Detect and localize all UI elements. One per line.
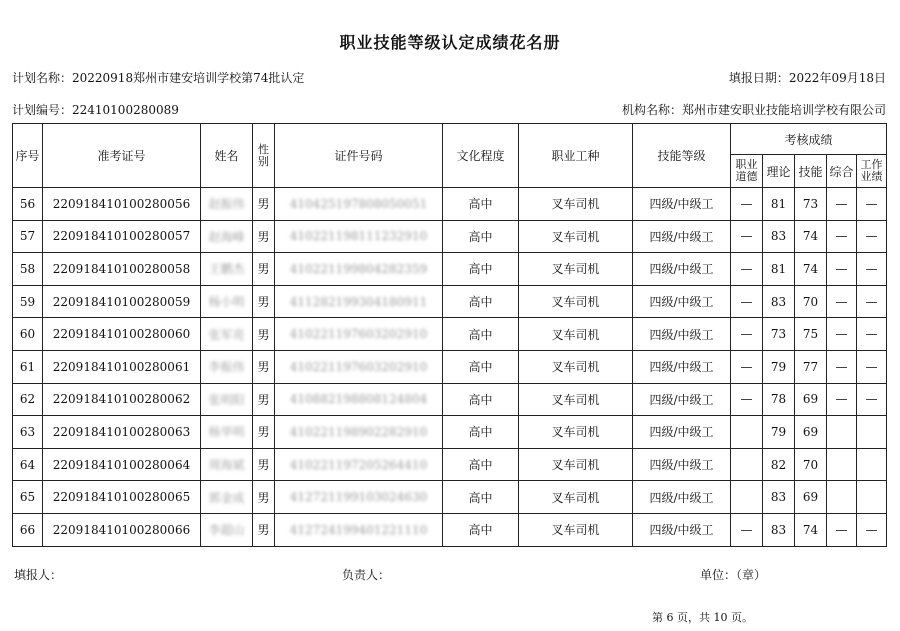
table-row xyxy=(13,285,887,318)
cell-job: 叉车司机 xyxy=(519,220,633,253)
cell-name xyxy=(201,285,253,318)
cell-skill: 75 xyxy=(795,318,827,351)
cell-id-number-value: 410221198902282910 xyxy=(289,424,428,439)
cell-name-value: 赵振伟 xyxy=(208,197,245,212)
header-exam-number: 准考证号 xyxy=(43,124,201,188)
cell-id-number xyxy=(275,513,443,546)
table-row xyxy=(13,350,887,383)
header-ethics: 职业道德 xyxy=(731,155,763,188)
cell-skill: 69 xyxy=(795,416,827,449)
page-title: 职业技能等级认定成绩花名册 xyxy=(339,33,561,52)
cell-level: 四级/中级工 xyxy=(633,513,731,546)
header-work: 工作业绩 xyxy=(857,155,887,188)
cell-overall xyxy=(827,448,857,481)
cell-name xyxy=(201,481,253,514)
header-job: 职业工种 xyxy=(519,124,633,188)
cell-job: 叉车司机 xyxy=(519,285,633,318)
table-row xyxy=(13,513,887,546)
cell-work: — xyxy=(857,318,887,351)
cell-skill: 77 xyxy=(795,350,827,383)
cell-id-number xyxy=(275,253,443,286)
cell-education: 高中 xyxy=(443,448,519,481)
responsible-label: 负责人： xyxy=(342,568,391,582)
cell-skill: 69 xyxy=(795,383,827,416)
cell-theory: 79 xyxy=(763,416,795,449)
cell-exam-number: 220918410100280058 xyxy=(43,253,201,286)
table-row xyxy=(13,318,887,351)
cell-education: 高中 xyxy=(443,481,519,514)
cell-name xyxy=(201,188,253,221)
cell-job: 叉车司机 xyxy=(519,448,633,481)
cell-job: 叉车司机 xyxy=(519,350,633,383)
plan-name: 计划名称：20220918郑州市建安培训学校第74批认定 xyxy=(12,71,305,85)
cell-name xyxy=(201,513,253,546)
org-name: 机构名称：郑州市建安职业技能培训学校有限公司 xyxy=(621,103,886,117)
reporter-label: 填报人： xyxy=(14,568,63,582)
cell-education: 高中 xyxy=(443,513,519,546)
cell-level: 四级/中级工 xyxy=(633,318,731,351)
cell-level: 四级/中级工 xyxy=(633,481,731,514)
table-row xyxy=(13,188,887,221)
cell-work: — xyxy=(857,350,887,383)
cell-id-number-value: 410221197205264410 xyxy=(289,457,428,472)
cell-exam-number: 220918410100280056 xyxy=(43,188,201,221)
cell-work: — xyxy=(857,383,887,416)
cell-job: 叉车司机 xyxy=(519,188,633,221)
cell-name xyxy=(201,416,253,449)
cell-theory: 73 xyxy=(763,318,795,351)
cell-job: 叉车司机 xyxy=(519,253,633,286)
header-skill: 技能 xyxy=(795,155,827,188)
cell-gender: 男 xyxy=(253,188,275,221)
cell-id-number-value: 412724199401221110 xyxy=(289,522,428,537)
cell-name xyxy=(201,448,253,481)
cell-id-number xyxy=(275,416,443,449)
cell-name-value: 李超山 xyxy=(208,523,245,538)
cell-id-number-value: 410425197808050051 xyxy=(289,196,428,211)
cell-work xyxy=(857,481,887,514)
cell-overall: — xyxy=(827,383,857,416)
cell-id-number xyxy=(275,220,443,253)
cell-name xyxy=(201,253,253,286)
cell-seq: 60 xyxy=(13,318,43,351)
table-row xyxy=(13,481,887,514)
cell-gender: 男 xyxy=(253,416,275,449)
cell-name xyxy=(201,350,253,383)
cell-education: 高中 xyxy=(443,220,519,253)
header-overall: 综合 xyxy=(827,155,857,188)
cell-level: 四级/中级工 xyxy=(633,350,731,383)
header-gender: 性别 xyxy=(253,124,275,188)
cell-seq: 58 xyxy=(13,253,43,286)
cell-overall: — xyxy=(827,285,857,318)
cell-name xyxy=(201,318,253,351)
cell-theory: 83 xyxy=(763,285,795,318)
cell-ethics xyxy=(731,481,763,514)
cell-id-number xyxy=(275,285,443,318)
table-row xyxy=(13,448,887,481)
score-roster-table xyxy=(12,123,887,547)
cell-education: 高中 xyxy=(443,253,519,286)
cell-education: 高中 xyxy=(443,285,519,318)
cell-skill: 74 xyxy=(795,220,827,253)
cell-work: — xyxy=(857,253,887,286)
cell-id-number-value: 410221197603202910 xyxy=(289,359,428,374)
cell-ethics: — xyxy=(731,350,763,383)
cell-level: 四级/中级工 xyxy=(633,220,731,253)
cell-seq: 56 xyxy=(13,188,43,221)
fill-date: 填报日期：2022年09月18日 xyxy=(728,71,886,85)
cell-id-number-value: 411282199304180911 xyxy=(289,294,428,309)
cell-name-value: 郭金成 xyxy=(208,490,245,505)
cell-education: 高中 xyxy=(443,350,519,383)
cell-education: 高中 xyxy=(443,188,519,221)
cell-ethics: — xyxy=(731,383,763,416)
cell-level: 四级/中级工 xyxy=(633,253,731,286)
table-row xyxy=(13,416,887,449)
cell-gender: 男 xyxy=(253,220,275,253)
header-scores: 考核成绩 xyxy=(731,124,887,155)
unit-label: 单位：（章） xyxy=(700,568,767,582)
cell-seq: 65 xyxy=(13,481,43,514)
cell-ethics: — xyxy=(731,220,763,253)
cell-work: — xyxy=(857,188,887,221)
cell-ethics xyxy=(731,448,763,481)
cell-skill: 74 xyxy=(795,513,827,546)
cell-exam-number: 220918410100280060 xyxy=(43,318,201,351)
cell-id-number xyxy=(275,188,443,221)
plan-number: 计划编号：22410100280089 xyxy=(12,103,179,117)
cell-overall: — xyxy=(827,220,857,253)
cell-name-value: 赵海峰 xyxy=(208,229,245,244)
page-number: 第 6 页，共 10 页。 xyxy=(652,611,753,624)
cell-seq: 57 xyxy=(13,220,43,253)
cell-name xyxy=(201,220,253,253)
cell-name-value: 张军亮 xyxy=(208,327,245,342)
cell-gender: 男 xyxy=(253,318,275,351)
cell-level: 四级/中级工 xyxy=(633,383,731,416)
cell-name-value: 李振伟 xyxy=(208,360,245,375)
cell-exam-number: 220918410100280061 xyxy=(43,350,201,383)
cell-ethics: — xyxy=(731,285,763,318)
cell-overall: — xyxy=(827,318,857,351)
cell-work: — xyxy=(857,285,887,318)
cell-id-number xyxy=(275,318,443,351)
cell-exam-number: 220918410100280057 xyxy=(43,220,201,253)
cell-ethics xyxy=(731,416,763,449)
header-theory: 理论 xyxy=(763,155,795,188)
cell-theory: 83 xyxy=(763,220,795,253)
cell-id-number xyxy=(275,350,443,383)
cell-seq: 66 xyxy=(13,513,43,546)
cell-overall: — xyxy=(827,188,857,221)
header-seq: 序号 xyxy=(13,124,43,188)
cell-work xyxy=(857,416,887,449)
cell-seq: 64 xyxy=(13,448,43,481)
cell-overall: — xyxy=(827,513,857,546)
cell-gender: 男 xyxy=(253,448,275,481)
cell-job: 叉车司机 xyxy=(519,318,633,351)
cell-seq: 63 xyxy=(13,416,43,449)
cell-id-number-value: 410882198808124804 xyxy=(289,392,428,407)
cell-level: 四级/中级工 xyxy=(633,188,731,221)
cell-gender: 男 xyxy=(253,513,275,546)
cell-level: 四级/中级工 xyxy=(633,285,731,318)
cell-id-number xyxy=(275,481,443,514)
cell-work: — xyxy=(857,220,887,253)
cell-seq: 59 xyxy=(13,285,43,318)
cell-overall xyxy=(827,416,857,449)
cell-level: 四级/中级工 xyxy=(633,416,731,449)
cell-id-number-value: 410221197603202910 xyxy=(289,327,428,342)
header-id-number: 证件号码 xyxy=(275,124,443,188)
cell-skill: 73 xyxy=(795,188,827,221)
cell-theory: 82 xyxy=(763,448,795,481)
table-row xyxy=(13,253,887,286)
cell-work: — xyxy=(857,513,887,546)
cell-name-value: 杨华明 xyxy=(208,425,245,440)
cell-exam-number: 220918410100280059 xyxy=(43,285,201,318)
cell-name xyxy=(201,383,253,416)
cell-theory: 81 xyxy=(763,188,795,221)
cell-exam-number: 220918410100280062 xyxy=(43,383,201,416)
cell-overall xyxy=(827,481,857,514)
cell-overall: — xyxy=(827,253,857,286)
cell-skill: 70 xyxy=(795,285,827,318)
cell-exam-number: 220918410100280065 xyxy=(43,481,201,514)
cell-gender: 男 xyxy=(253,350,275,383)
cell-gender: 男 xyxy=(253,383,275,416)
cell-gender: 男 xyxy=(253,481,275,514)
cell-skill: 70 xyxy=(795,448,827,481)
cell-exam-number: 220918410100280064 xyxy=(43,448,201,481)
table-row xyxy=(13,383,887,416)
cell-name-value: 杨小明 xyxy=(208,295,245,310)
header-education: 文化程度 xyxy=(443,124,519,188)
cell-gender: 男 xyxy=(253,253,275,286)
cell-overall: — xyxy=(827,350,857,383)
cell-education: 高中 xyxy=(443,318,519,351)
cell-id-number xyxy=(275,448,443,481)
header-level: 技能等级 xyxy=(633,124,731,188)
cell-exam-number: 220918410100280066 xyxy=(43,513,201,546)
cell-id-number xyxy=(275,383,443,416)
cell-id-number-value: 410221198111232910 xyxy=(289,229,428,244)
cell-gender: 男 xyxy=(253,285,275,318)
cell-name-value: 周海斌 xyxy=(208,458,245,473)
cell-work xyxy=(857,448,887,481)
cell-education: 高中 xyxy=(443,383,519,416)
cell-theory: 81 xyxy=(763,253,795,286)
cell-ethics: — xyxy=(731,253,763,286)
cell-theory: 83 xyxy=(763,481,795,514)
cell-skill: 69 xyxy=(795,481,827,514)
cell-id-number-value: 410221199804282359 xyxy=(289,261,428,276)
header-name: 姓名 xyxy=(201,124,253,188)
cell-job: 叉车司机 xyxy=(519,416,633,449)
table-row xyxy=(13,220,887,253)
cell-job: 叉车司机 xyxy=(519,513,633,546)
cell-education: 高中 xyxy=(443,416,519,449)
cell-name-value: 王鹏杰 xyxy=(208,262,245,277)
cell-id-number-value: 412721199103024630 xyxy=(289,490,428,505)
cell-ethics: — xyxy=(731,513,763,546)
cell-theory: 78 xyxy=(763,383,795,416)
cell-name-value: 张明阳 xyxy=(208,392,245,407)
cell-job: 叉车司机 xyxy=(519,383,633,416)
cell-skill: 74 xyxy=(795,253,827,286)
cell-level: 四级/中级工 xyxy=(633,448,731,481)
cell-exam-number: 220918410100280063 xyxy=(43,416,201,449)
cell-theory: 83 xyxy=(763,513,795,546)
cell-theory: 79 xyxy=(763,350,795,383)
cell-ethics: — xyxy=(731,318,763,351)
cell-seq: 61 xyxy=(13,350,43,383)
cell-job: 叉车司机 xyxy=(519,481,633,514)
cell-seq: 62 xyxy=(13,383,43,416)
cell-ethics: — xyxy=(731,188,763,221)
